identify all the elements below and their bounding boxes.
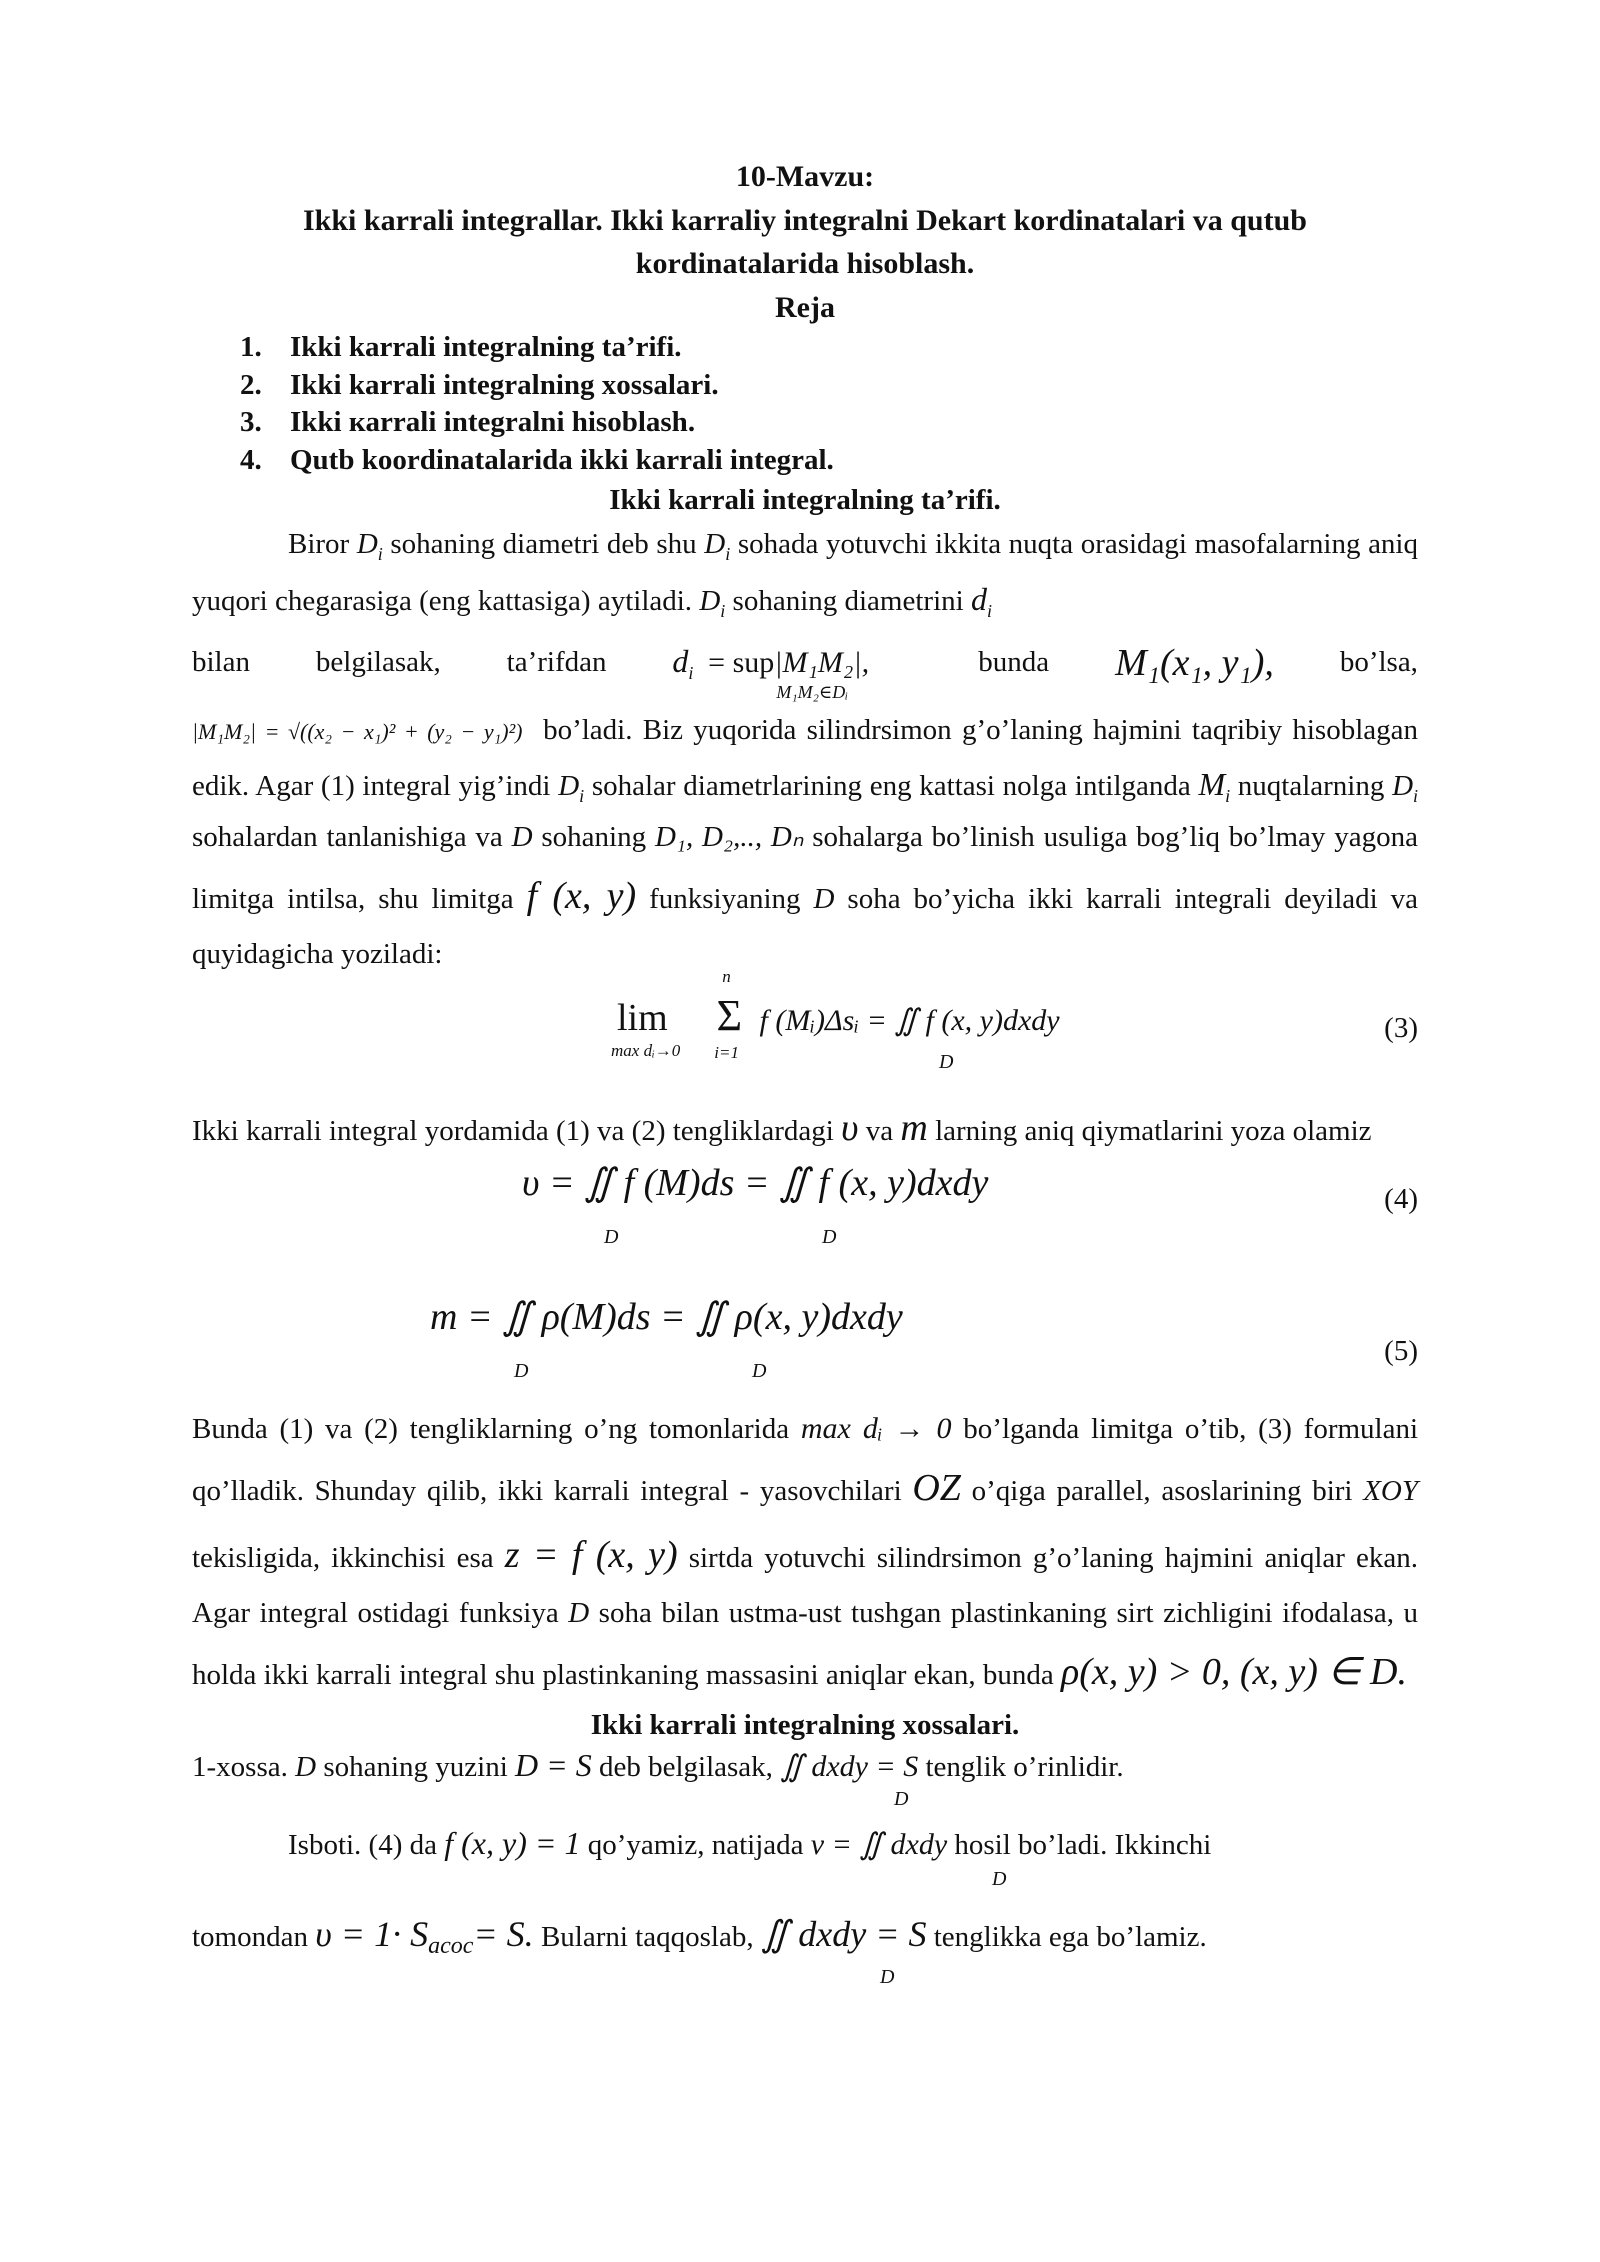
equation-number: (3): [1384, 1012, 1418, 1045]
topic-number: 10-Mavzu:: [735, 160, 875, 193]
title-line-1: Ikki karrali integrallar. Ikki karraliy integralni Dekart kordinatalari va qutub: [303, 203, 1307, 237]
plan-list: [192, 329, 1418, 480]
property-1: 1-xossa. D sohaning yuzini D = S deb belgilasak, ∬ dxdy = S tenglik o’rinlidir. D: [192, 1747, 1124, 1811]
plan-item: 1. Ikki karrali integralning ta’rifi.: [240, 331, 682, 363]
title-line-2: kordinatalarida hisoblash.: [635, 247, 975, 280]
plan-item: 4. Qutb koordinatalarida ikki karrali integral.: [240, 444, 834, 477]
paragraph-exact-values: Ikki karrali integral yordamida (1) va (2) tengliklardagi υ va m larning aniq qiymatlarini yoza olamiz: [192, 1107, 1372, 1150]
equation-number: (4): [1384, 1182, 1418, 1215]
section-heading-definition: Ikki karrali integralning ta’rifi.: [609, 483, 1001, 516]
definition-formula-row: bilan belgilasak, ta’rifdan $d_i = sup|M_1M_2|$, M₁M₂∈Dᵢ bunda M₁(x₁, y₁), bo’lsa,: [192, 641, 1418, 703]
plan-heading: Reja: [775, 290, 835, 324]
paragraph-volume-mass: Bunda (1) va (2) tengliklarning o’ng tomonlarida max dᵢ → 0 bo’lganda limitga o’tib, (3) formulani qo’lladik. Shunday qilib, ikki karrali integral - yasovchilari OZ o’qiga parallel, asoslarining biri XOY tekisligida, ikkinchisi esa z = f (x, y) sirtda yotuvchi silindrsimon g’o’laning hajmini aniqlar ekan. Agar integral ostidagi funksiya D soha bilan ustma-ust tushgan plastinkaning sirt zichligini ifodalasa, u holda ikki karrali integral shu plastinkaning massasini aniqlar ekan, bunda ρ(x, y) > 0, (x, y) ∈ D.: [192, 1411, 1419, 1693]
paragraph-definition: Biror $D_i$ sohaning diametri deb shu $D_i$ sohada yotuvchi ikkita nuqta orasidagi masofalarning aniq yuqori chegarasiga (eng kattasiga) aytiladi. $D_i$ sohaning diametrini $d_i$: [192, 528, 1418, 621]
equation-4: υ = ∬ f (M)ds = ∬ f (x, y)dxdy D D (4): [522, 1161, 1418, 1248]
equation-number: (5): [1384, 1334, 1418, 1367]
document-page: [192, 155, 1418, 1991]
plan-item: 3. Ikki кarrali integralni hisoblash.: [240, 406, 696, 439]
equation-3: lim max dᵢ→0 n Σ i=1 f (Mᵢ)Δsᵢ = ∬ f (x, y)dxdy D (3): [611, 967, 1418, 1074]
paragraph-limit-definition: |M₁M₂| = √((x₂ − x₁)² + (y₂ − y₁)²) bo’ladi. Biz yuqorida silindrsimon g’o’laning hajmini taqribiy hisoblagan edik. Agar (1) integral yig’indi $D_i$ sohalar diametrlarining eng kattasi nolga intilganda $M_i$ nuqtalarning $D_i$ sohalardan tanlanishiga va D sohaning D₁, D₂,.., Dₙ sohalarga bo’linish usuliga bog’liq bo’lmay yagona limitga intilsa, shu limitga f (x, y) funksiyaning D soha bo’yicha ikki karrali integrali deyiladi va quyidagicha yoziladi:: [192, 714, 1419, 971]
proof-line-1: Isboti. (4) da f (x, y) = 1 qo’yamiz, natijada v = ∬ dxdy hosil bo’ladi. Ikkinchi D: [288, 1825, 1212, 1891]
proof-line-2: tomondan $\upsilon = 1\cdot S_{acoc}= S$. Bularni taqqoslab, ∬ dxdy = S tenglikka ega bo’lamiz. D: [192, 1914, 1207, 1989]
equation-5: m = ∬ ρ(M)ds = ∬ ρ(x, y)dxdy D D (5): [430, 1295, 1418, 1382]
section-heading-properties: Ikki karrali integralning xossalari.: [590, 1709, 1020, 1742]
plan-item: 2. Ikki karrali integralning xossalari.: [240, 368, 719, 401]
